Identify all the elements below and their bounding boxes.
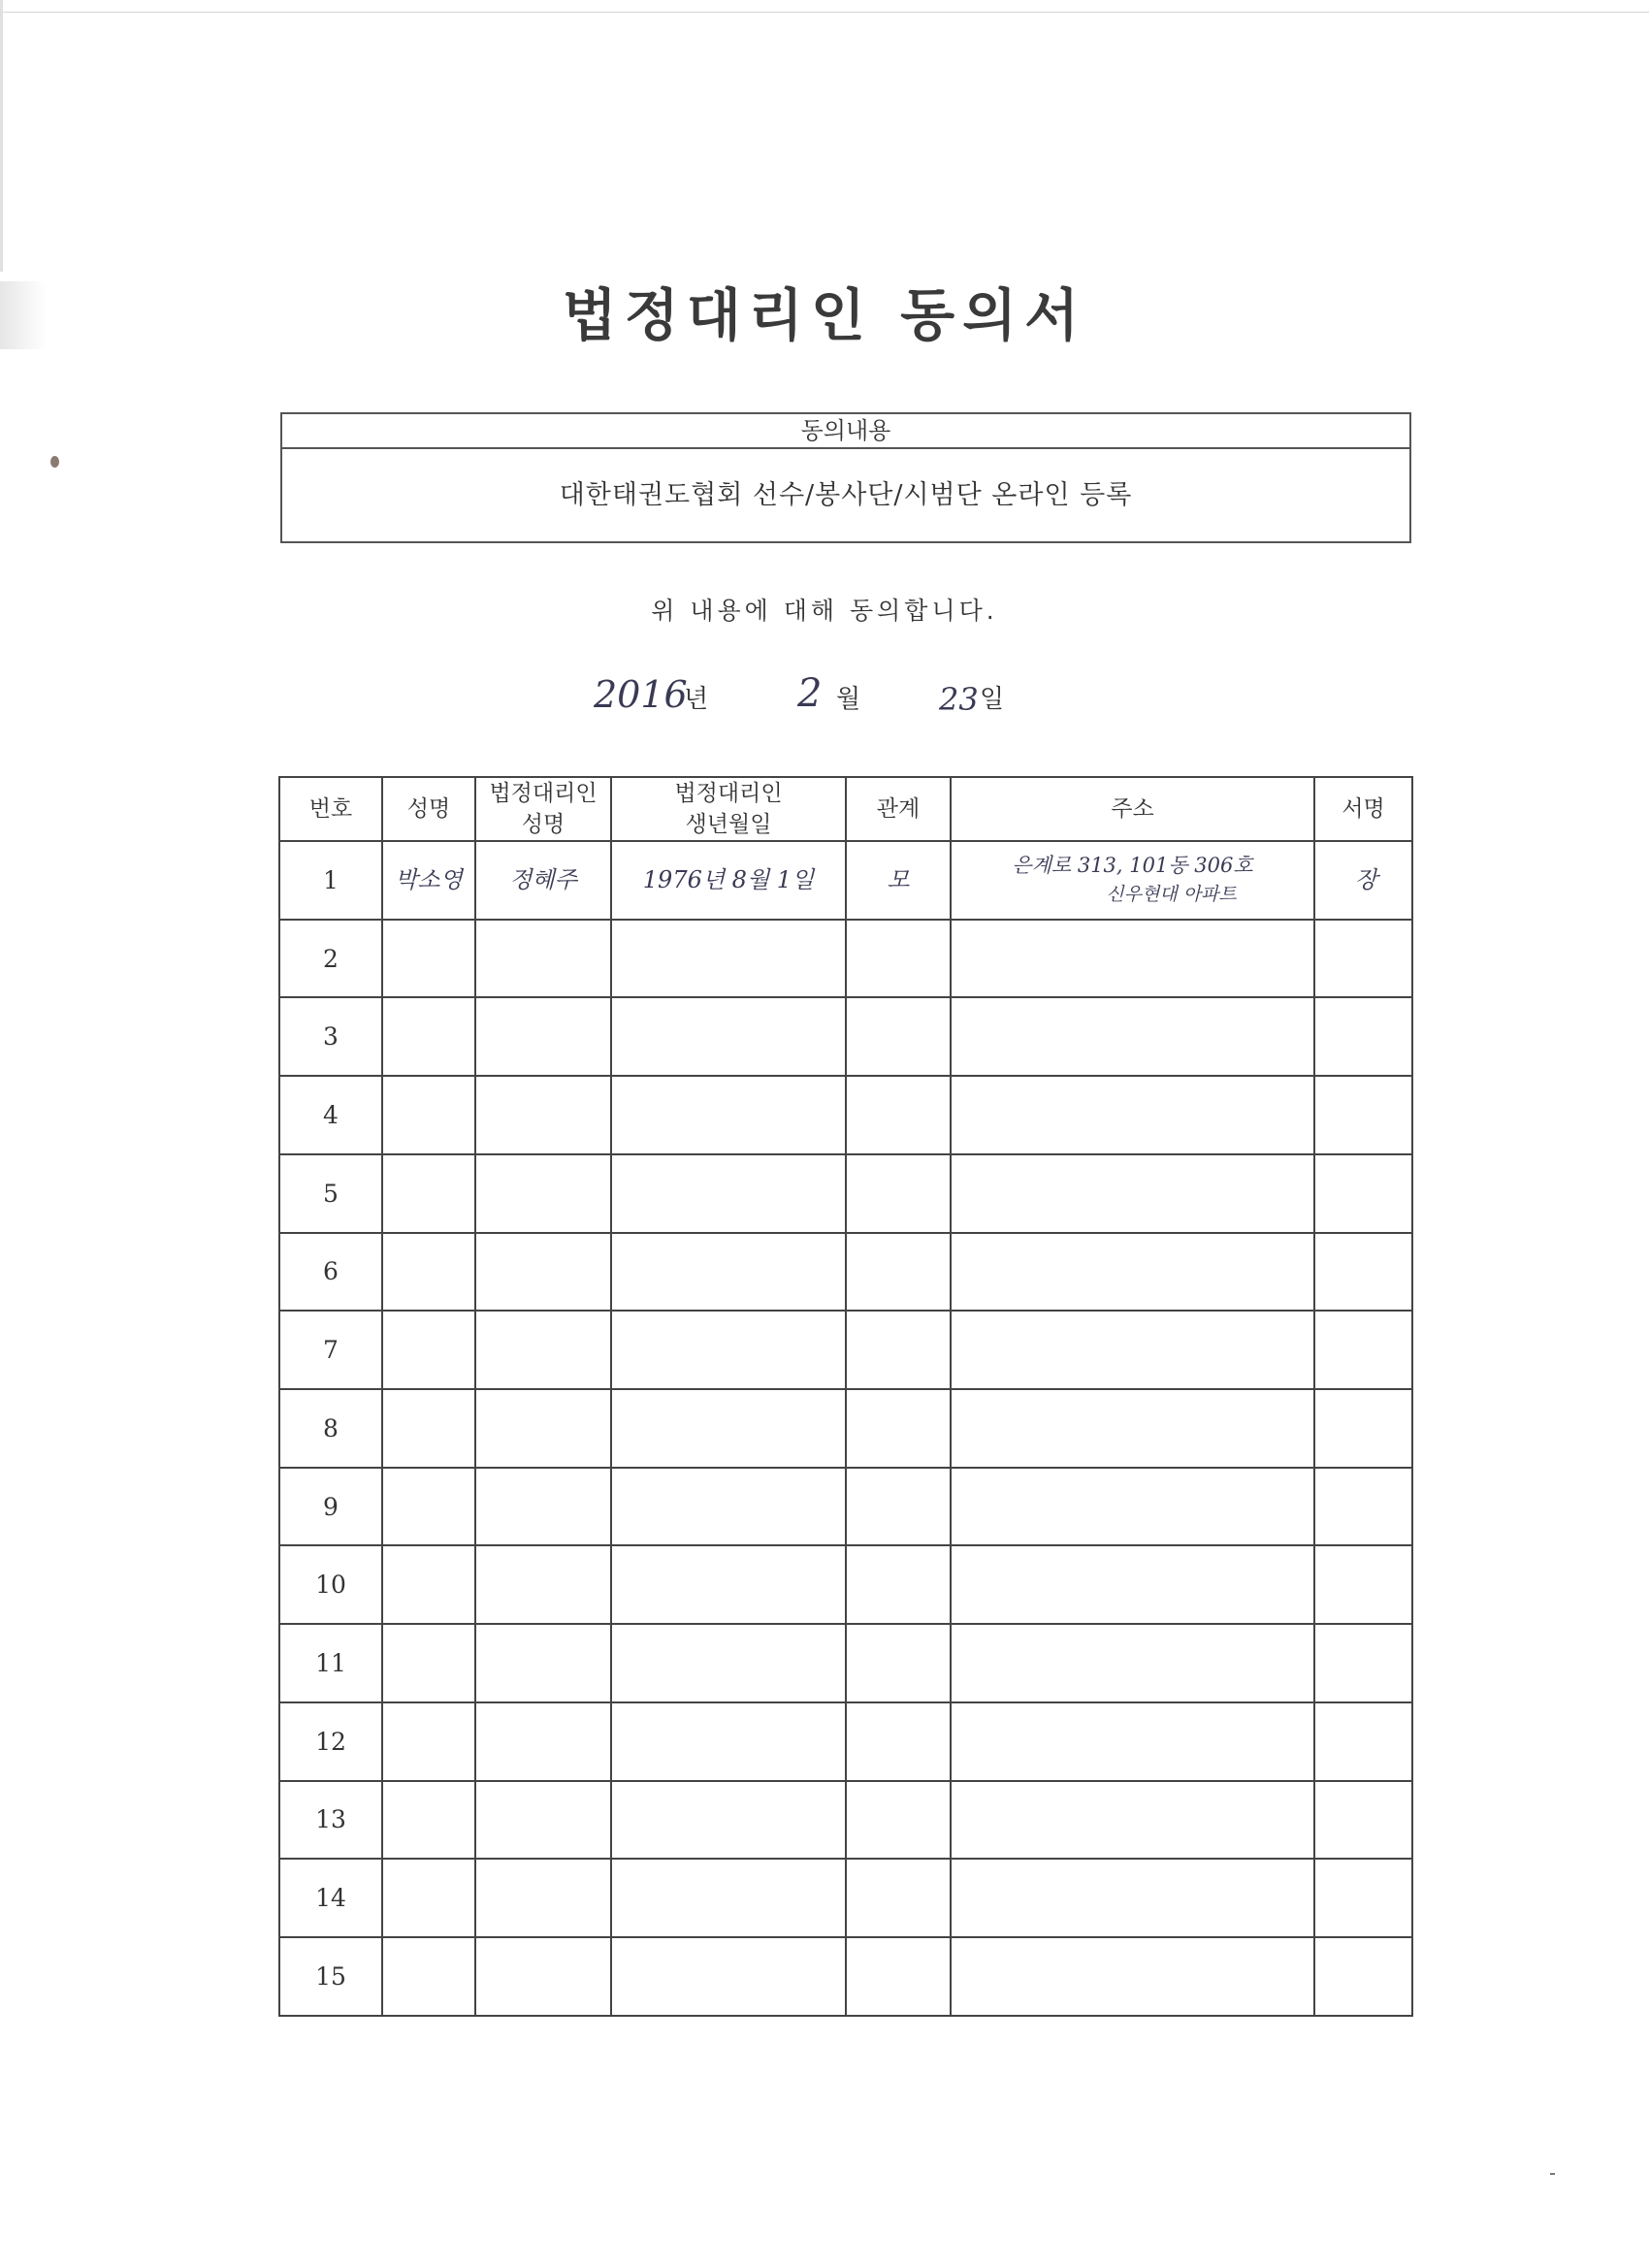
- cell-address: [951, 1781, 1314, 1860]
- cell-name: [382, 1859, 475, 1937]
- table-row: [279, 1545, 1412, 1624]
- scan-mark: [1550, 2173, 1555, 2175]
- guardian-name-handwritten: 정혜주: [509, 866, 577, 894]
- row-number: 11: [279, 1624, 382, 1702]
- cell-guardian-name: [475, 1545, 611, 1624]
- row-number: 1: [279, 841, 382, 920]
- scan-speck: [50, 456, 59, 468]
- cell-address: [951, 841, 1314, 920]
- cell-signature: [1314, 1311, 1412, 1389]
- header-guardian-birth-line2: 생년월일: [685, 812, 772, 837]
- cell-signature: [1314, 920, 1412, 998]
- table-row: [279, 1468, 1412, 1546]
- cell-name: [382, 1233, 475, 1312]
- cell-guardian-birth: [611, 1468, 846, 1546]
- cell-name: [382, 841, 475, 920]
- date-day-handwritten: 23: [939, 681, 979, 718]
- cell-guardian-name: [475, 841, 611, 920]
- table-row: [279, 841, 1412, 920]
- cell-name: [382, 1311, 475, 1389]
- row-number: 14: [279, 1859, 382, 1937]
- cell-signature: [1314, 1389, 1412, 1468]
- header-name: 성명: [382, 777, 475, 841]
- cell-signature: [1314, 1076, 1412, 1154]
- cell-guardian-name: [475, 1076, 611, 1154]
- cell-guardian-birth: [611, 1859, 846, 1937]
- date-day-label: 일: [980, 685, 1005, 714]
- cell-signature: [1314, 841, 1412, 920]
- cell-signature: [1314, 1233, 1412, 1312]
- cell-signature: [1314, 1781, 1412, 1860]
- cell-name: [382, 1937, 475, 2016]
- cell-relation: [846, 1937, 951, 2016]
- cell-guardian-birth: [611, 920, 846, 998]
- row-number: 2: [279, 920, 382, 998]
- table-header-row: [279, 777, 1412, 841]
- cell-guardian-name: [475, 997, 611, 1076]
- address-line2-handwritten: 신우현대 아파트: [1106, 884, 1237, 906]
- cell-relation: [846, 1311, 951, 1389]
- row-number: 6: [279, 1233, 382, 1312]
- header-guardian-birth: [611, 777, 846, 841]
- cell-guardian-name: [475, 1702, 611, 1781]
- cell-address: [951, 1702, 1314, 1781]
- cell-guardian-name: [475, 1624, 611, 1702]
- cell-signature: [1314, 1702, 1412, 1781]
- cell-address: [951, 997, 1314, 1076]
- name-handwritten: 박소영: [395, 866, 463, 894]
- cell-relation: [846, 997, 951, 1076]
- cell-address: [951, 1545, 1314, 1624]
- table-row: [279, 1154, 1412, 1233]
- cell-guardian-name: [475, 1233, 611, 1312]
- cell-guardian-birth: [611, 1624, 846, 1702]
- signature-handwritten: 장: [1354, 866, 1373, 894]
- row-number: 3: [279, 997, 382, 1076]
- scan-edge-top: [0, 12, 1649, 13]
- cell-relation: [846, 1468, 951, 1546]
- registration-table: [278, 776, 1413, 2017]
- cell-address: [951, 1937, 1314, 2016]
- cell-address: [951, 920, 1314, 998]
- cell-relation: [846, 1781, 951, 1860]
- cell-guardian-name: [475, 1154, 611, 1233]
- cell-signature: [1314, 1545, 1412, 1624]
- cell-relation: [846, 841, 951, 920]
- header-guardian-name-line1: 법정대리인: [489, 781, 598, 806]
- cell-guardian-birth: [611, 1545, 846, 1624]
- cell-name: [382, 1624, 475, 1702]
- table-row: [279, 1702, 1412, 1781]
- date-month-handwritten: 2: [797, 671, 823, 716]
- row-number: 8: [279, 1389, 382, 1468]
- cell-name: [382, 1468, 475, 1546]
- row-number: 7: [279, 1311, 382, 1389]
- cell-signature: [1314, 1859, 1412, 1937]
- cell-address: [951, 1154, 1314, 1233]
- table-row: [279, 997, 1412, 1076]
- cell-address: [951, 1468, 1314, 1546]
- scan-edge-left: [0, 0, 3, 272]
- cell-relation: [846, 1545, 951, 1624]
- cell-name: [382, 920, 475, 998]
- cell-guardian-name: [475, 1781, 611, 1860]
- cell-relation: [846, 920, 951, 998]
- table-row: [279, 1389, 1412, 1468]
- cell-guardian-name: [475, 1859, 611, 1937]
- cell-address: [951, 1859, 1314, 1937]
- cell-guardian-name: [475, 1937, 611, 2016]
- cell-name: [382, 1389, 475, 1468]
- agree-sentence: 위 내용에 대해 동의합니다.: [651, 597, 998, 625]
- cell-relation: [846, 1233, 951, 1312]
- cell-address: [951, 1311, 1314, 1389]
- date-year-label: 년: [684, 685, 709, 714]
- date-year-handwritten: 2016: [594, 673, 688, 716]
- cell-name: [382, 1076, 475, 1154]
- guardian-birth-handwritten: 1976년 8월 1일: [642, 866, 815, 894]
- row-number: 13: [279, 1781, 382, 1860]
- header-guardian-name: [475, 777, 611, 841]
- cell-signature: [1314, 997, 1412, 1076]
- cell-address: [951, 1389, 1314, 1468]
- cell-signature: [1314, 1154, 1412, 1233]
- cell-guardian-name: [475, 1311, 611, 1389]
- table-row: [279, 1859, 1412, 1937]
- address-line1-handwritten: 은계로 313, 101동 306호: [1012, 854, 1253, 878]
- cell-guardian-birth: [611, 1702, 846, 1781]
- cell-guardian-birth: [611, 1233, 846, 1312]
- consent-header: 동의내용: [282, 414, 1409, 449]
- cell-relation: [846, 1154, 951, 1233]
- header-guardian-birth-line1: 법정대리인: [674, 781, 783, 806]
- cell-guardian-birth: [611, 1389, 846, 1468]
- cell-signature: [1314, 1624, 1412, 1702]
- row-number: 15: [279, 1937, 382, 2016]
- cell-name: [382, 1702, 475, 1781]
- row-number: 4: [279, 1076, 382, 1154]
- table-row: [279, 920, 1412, 998]
- cell-guardian-birth: [611, 841, 846, 920]
- cell-guardian-name: [475, 1468, 611, 1546]
- cell-name: [382, 1781, 475, 1860]
- relation-handwritten: 모: [887, 866, 910, 894]
- document-title: 법정대리인 동의서: [562, 282, 1087, 348]
- table-row: [279, 1311, 1412, 1389]
- header-guardian-name-line2: 성명: [521, 812, 566, 837]
- cell-address: [951, 1076, 1314, 1154]
- row-number: 12: [279, 1702, 382, 1781]
- consent-box: [280, 412, 1411, 543]
- table-row: [279, 1937, 1412, 2016]
- cell-signature: [1314, 1937, 1412, 2016]
- cell-relation: [846, 1624, 951, 1702]
- row-number: 5: [279, 1154, 382, 1233]
- table-row: [279, 1076, 1412, 1154]
- cell-guardian-birth: [611, 1311, 846, 1389]
- row-number: 10: [279, 1545, 382, 1624]
- cell-guardian-birth: [611, 1076, 846, 1154]
- cell-name: [382, 997, 475, 1076]
- header-relation: 관계: [846, 777, 951, 841]
- cell-name: [382, 1545, 475, 1624]
- cell-relation: [846, 1076, 951, 1154]
- consent-text: 대한태권도협회 선수/봉사단/시범단 온라인 등록: [559, 480, 1133, 510]
- header-no: 번호: [279, 777, 382, 841]
- cell-guardian-birth: [611, 997, 846, 1076]
- cell-address: [951, 1624, 1314, 1702]
- table-row: [279, 1781, 1412, 1860]
- table-row: [279, 1624, 1412, 1702]
- cell-guardian-name: [475, 1389, 611, 1468]
- cell-guardian-name: [475, 920, 611, 998]
- header-address: 주소: [951, 777, 1314, 841]
- header-signature: 서명: [1314, 777, 1412, 841]
- cell-relation: [846, 1389, 951, 1468]
- cell-guardian-birth: [611, 1781, 846, 1860]
- cell-signature: [1314, 1468, 1412, 1546]
- row-number: 9: [279, 1468, 382, 1546]
- cell-name: [382, 1154, 475, 1233]
- cell-relation: [846, 1702, 951, 1781]
- cell-guardian-birth: [611, 1154, 846, 1233]
- cell-guardian-birth: [611, 1937, 846, 2016]
- cell-address: [951, 1233, 1314, 1312]
- date-month-label: 월: [836, 685, 861, 714]
- cell-relation: [846, 1859, 951, 1937]
- table-row: [279, 1233, 1412, 1312]
